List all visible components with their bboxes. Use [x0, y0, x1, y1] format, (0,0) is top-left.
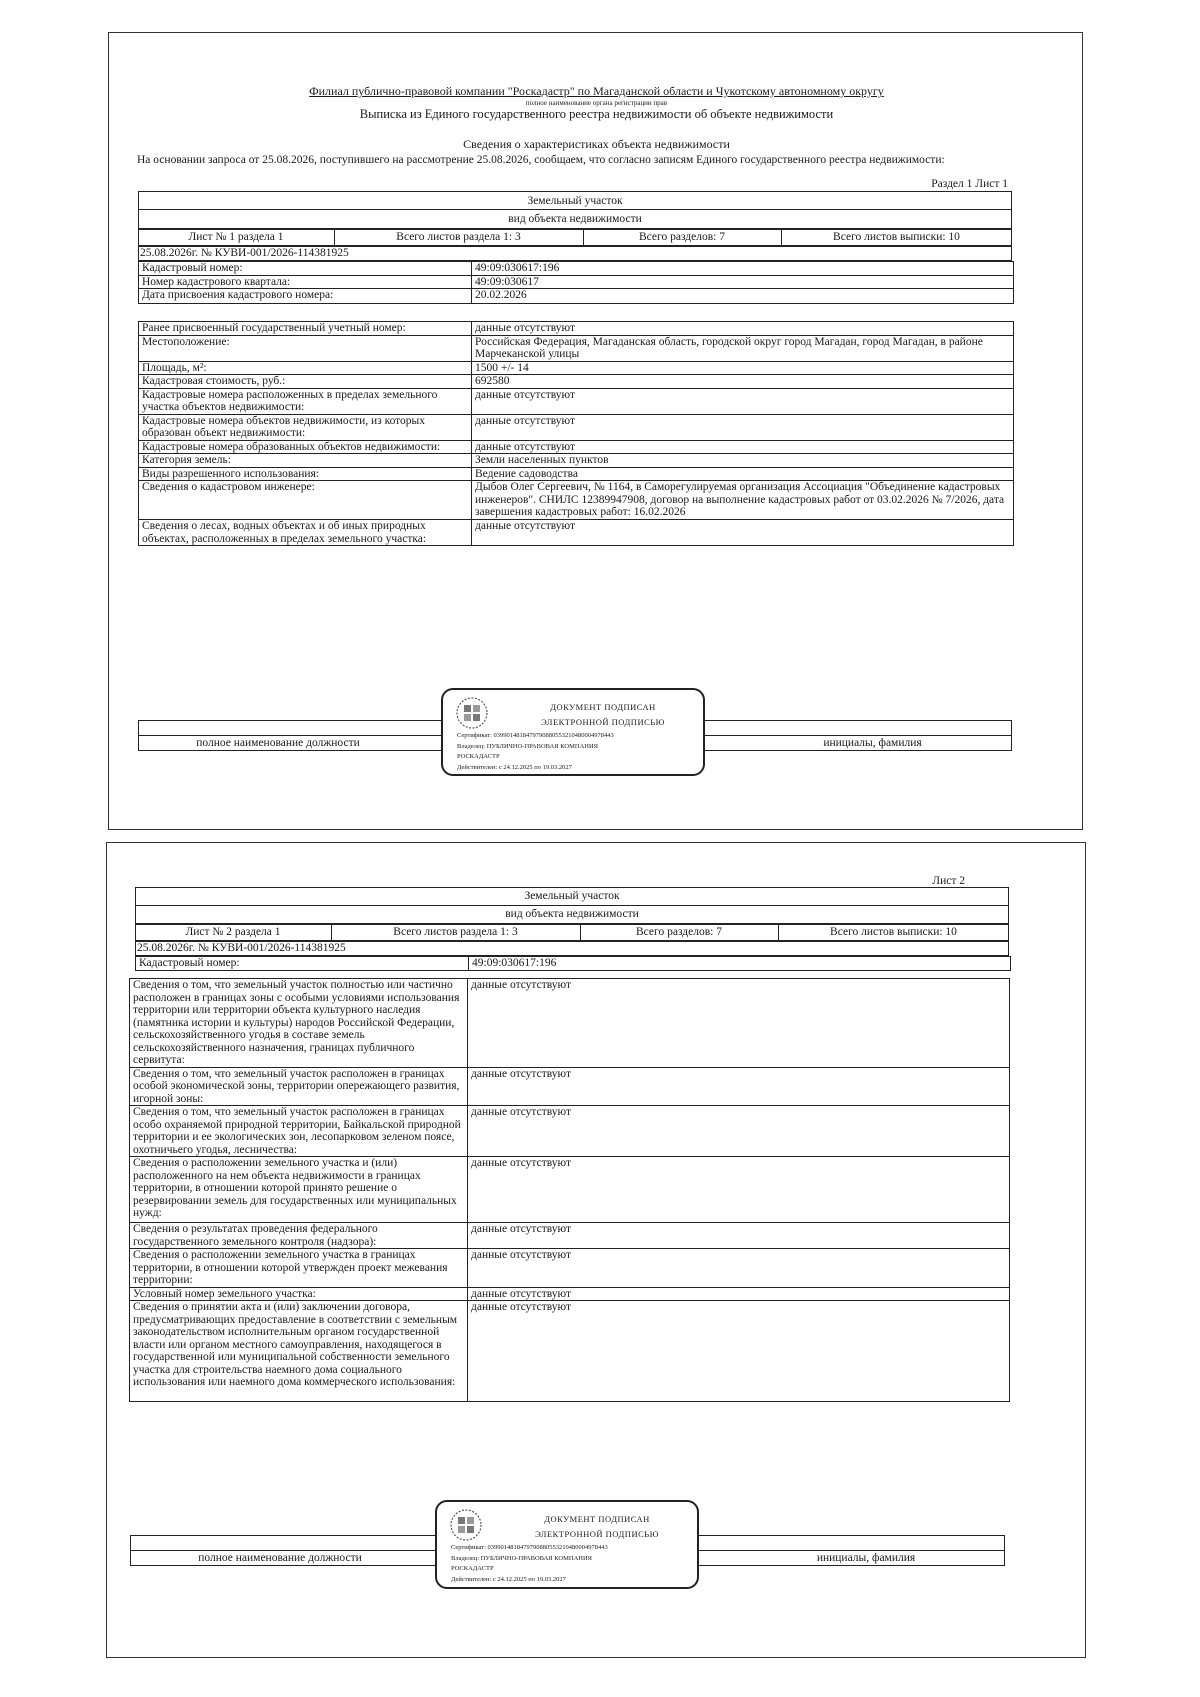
table-row: [130, 1106, 1010, 1157]
object-type: Земельный участок: [527, 195, 623, 207]
stamp-owner-2: РОСКАДАСТР: [451, 1565, 494, 1572]
document-title: Выписка из Единого государственного реестра недвижимости об объекте недвижимости: [359, 107, 834, 121]
section-title: Сведения о характеристиках объекта недвижимости: [463, 137, 730, 151]
row-label: Сведения о расположении земельного участка и (или) расположенного на нем объекта недвижимости в границах территории, в отношении которой принято решение о резервировании земель для государственных или муниципальных нужд:: [130, 1157, 468, 1223]
extract-sheet-1: [108, 32, 1083, 830]
row-label: Категория земель:: [139, 454, 472, 468]
table-row: [139, 440, 1014, 454]
cadastral-engineer: Дыбов Олег Сергеевич, № 1164, в Саморегулируемая организация Ассоциация "Объединение кадастровых инженеров". СНИЛС 12389947908, договор на выполнение кадастровых работ от 03.02.2026 № 7/2026, дата завершения кадастровых работ: 16.02.2026: [472, 481, 1014, 520]
table-row: [130, 1287, 1010, 1301]
table-row: [139, 467, 1014, 481]
document-number: 25.08.2026г. № КУВИ-001/2026-114381925: [140, 247, 349, 259]
row-value: данные отсутствуют: [468, 1301, 1010, 1402]
row-value: данные отсутствуют: [468, 1249, 1010, 1288]
characteristics-table: [138, 321, 1014, 546]
table-row: [139, 322, 1014, 336]
object-type-caption: вид объекта недвижимости: [505, 908, 639, 920]
row-value: данные отсутствуют: [468, 1067, 1010, 1106]
electronic-signature-stamp: [441, 688, 705, 776]
row-label: Сведения о лесах, водных объектах и об иных природных объектах, расположенных в пределах земельного участка:: [139, 520, 472, 546]
registry-organization-name: Филиал публично-правовой компании "Роскадастр" по Магаданской области и Чукотскому автономному округу: [309, 84, 884, 98]
name-caption: инициалы, фамилия: [823, 737, 922, 749]
row-value: данные отсутствуют: [472, 414, 1014, 440]
table-row: [139, 361, 1014, 375]
stamp-certificate: Сертификат: 0399014818479790880553210480004978443: [457, 732, 614, 739]
row-label: Сведения о том, что земельный участок расположен в границах особой экономической зоны, территории опережающего развития, игорной зоны:: [130, 1067, 468, 1106]
stamp-title-2: ЭЛЕКТРОННОЙ ПОДПИСЬЮ: [541, 717, 665, 727]
row-label: Сведения о принятии акта и (или) заключении договора, предусматривающих предоставление в соответствии с земельным законодательством исполнительным органом государственной власти или органом местного самоуправления, находящегося в государственной или муниципальной собственности земельного участка для строительства наемного дома социального использования или наемного дома коммерческого использования:: [130, 1301, 468, 1402]
assignment-date: 20.02.2026: [472, 289, 1014, 304]
table-row: [130, 1301, 1010, 1402]
table-row: [130, 1157, 1010, 1223]
table-row: [136, 957, 1011, 971]
row-value: данные отсутствуют: [472, 388, 1014, 414]
row-label: Кадастровый номер:: [136, 957, 469, 971]
area-value: 1500 +/- 14: [472, 361, 1014, 375]
cadastral-number-table: [135, 956, 1011, 971]
row-label: Сведения о результатах проведения федерального государственного земельного контроля (надзора):: [130, 1223, 468, 1249]
sheet-number: Лист № 1 раздела 1: [188, 231, 284, 243]
sheet-label: Лист 2: [932, 875, 965, 887]
row-label: Виды разрешенного использования:: [139, 467, 472, 481]
row-label: Сведения о кадастровом инженере:: [139, 481, 472, 520]
row-value: данные отсутствуют: [468, 1157, 1010, 1223]
position-caption: полное наименование должности: [198, 1552, 362, 1564]
row-value: данные отсутствуют: [468, 979, 1010, 1068]
cadastral-quarter: 49:09:030617: [472, 275, 1014, 289]
row-label: Условный номер земельного участка:: [130, 1287, 468, 1301]
stamp-validity: Действителен: с 24.12.2025 по 19.03.2027: [457, 764, 572, 771]
row-label: Кадастровые номера образованных объектов недвижимости:: [139, 440, 472, 454]
object-type-caption: вид объекта недвижимости: [508, 213, 642, 225]
row-label: Сведения о том, что земельный участок расположен в границах особо охраняемой природной территории, Байкальской природной территории и ее экологических зон, лесопарковом зеленом поясе, охотничьего угодья, лесничества:: [130, 1106, 468, 1157]
table-row: [139, 335, 1014, 361]
cadastral-value: 692580: [472, 375, 1014, 389]
sheets-total: Всего листов выписки: 10: [830, 926, 957, 938]
electronic-signature-stamp: [435, 1500, 699, 1589]
cadastral-number: 49:09:030617:196: [472, 262, 1014, 276]
extract-sheet-2: [106, 842, 1086, 1658]
table-row: [130, 1067, 1010, 1106]
stamp-owner-2: РОСКАДАСТР: [457, 753, 500, 760]
row-label: Номер кадастрового квартала:: [139, 275, 472, 289]
table-row: [139, 520, 1014, 546]
table-row: [139, 388, 1014, 414]
sections-total: Всего разделов: 7: [636, 926, 722, 938]
row-label: Местоположение:: [139, 335, 472, 361]
row-value: данные отсутствуют: [468, 1223, 1010, 1249]
row-label: Сведения о том, что земельный участок полностью или частично расположен в границах зоны с особыми условиями использования территории или территории объекта культурного наследия (памятника истории и культуры) народов Российской Федерации, сельскохозяйственного угодья в составе земель сельскохозяйственного назначения, границах публичного сервитута:: [130, 979, 468, 1068]
row-label: Ранее присвоенный государственный учетный номер:: [139, 322, 472, 336]
land-category: Земли населенных пунктов: [472, 454, 1014, 468]
row-value: данные отсутствуют: [472, 322, 1014, 336]
location-value: Российская Федерация, Магаданская область, городской округ город Магадан, город Магадан, в районе Марчеканской улицы: [472, 335, 1014, 361]
table-row: [139, 275, 1014, 289]
stamp-title-2: ЭЛЕКТРОННОЙ ПОДПИСЬЮ: [535, 1529, 659, 1539]
cadastral-number: 49:09:030617:196: [469, 957, 1011, 971]
table-row: [130, 1223, 1010, 1249]
stamp-validity: Действителен: с 24.12.2025 по 19.03.2027: [451, 1576, 566, 1583]
organization-caption: полное наименование органа регистрации прав: [525, 99, 668, 107]
sheets-total: Всего листов выписки: 10: [833, 231, 960, 243]
sections-total: Всего разделов: 7: [639, 231, 725, 243]
position-caption: полное наименование должности: [196, 737, 360, 749]
section-label: Раздел 1 Лист 1: [931, 178, 1008, 190]
sheets-in-section: Всего листов раздела 1: 3: [396, 231, 521, 243]
table-row: [130, 979, 1010, 1068]
object-type: Земельный участок: [524, 890, 620, 902]
row-label: Кадастровые номера расположенных в пределах земельного участка объектов недвижимости:: [139, 388, 472, 414]
table-row: [139, 289, 1014, 304]
table-row: [139, 414, 1014, 440]
sheet-number: Лист № 2 раздела 1: [185, 926, 281, 938]
stamp-title-1: ДОКУМЕНТ ПОДПИСАН: [550, 702, 656, 712]
request-intro: На основании запроса от 25.08.2026, поступившего на рассмотрение 25.08.2026, сообщаем, что согласно записям Единого государственного реестра недвижимости:: [137, 154, 945, 166]
row-label: Кадастровые номера объектов недвижимости, из которых образован объект недвижимости:: [139, 414, 472, 440]
row-label: Кадастровый номер:: [139, 262, 472, 276]
table-row: [139, 454, 1014, 468]
permitted-use: Ведение садоводства: [472, 467, 1014, 481]
roskadastr-emblem-icon: [455, 696, 489, 730]
table-row: [130, 1249, 1010, 1288]
zones-info-table: [129, 978, 1010, 1402]
roskadastr-emblem-icon: [449, 1508, 483, 1542]
document-number: 25.08.2026г. № КУВИ-001/2026-114381925: [137, 942, 346, 954]
stamp-owner: Владелец: ПУБЛИЧНО-ПРАВОВАЯ КОМПАНИЯ: [451, 1555, 592, 1562]
name-caption: инициалы, фамилия: [816, 1552, 916, 1564]
table-row: [139, 481, 1014, 520]
sheets-in-section: Всего листов раздела 1: 3: [393, 926, 518, 938]
row-label: Кадастровая стоимость, руб.:: [139, 375, 472, 389]
row-label: Дата присвоения кадастрового номера:: [139, 289, 472, 304]
table-row: [139, 262, 1014, 276]
row-value: данные отсутствуют: [472, 440, 1014, 454]
row-value: данные отсутствуют: [472, 520, 1014, 546]
row-label: Сведения о расположении земельного участка в границах территории, в отношении которой утвержден проект межевания территории:: [130, 1249, 468, 1288]
stamp-title-1: ДОКУМЕНТ ПОДПИСАН: [544, 1514, 650, 1524]
cadastral-header-table: [138, 261, 1014, 304]
row-value: данные отсутствуют: [468, 1287, 1010, 1301]
stamp-owner: Владелец: ПУБЛИЧНО-ПРАВОВАЯ КОМПАНИЯ: [457, 743, 598, 750]
row-label: Площадь, м²:: [139, 361, 472, 375]
row-value: данные отсутствуют: [468, 1106, 1010, 1157]
stamp-certificate: Сертификат: 0399014818479790880553210480004978443: [451, 1544, 608, 1551]
table-row: [139, 375, 1014, 389]
